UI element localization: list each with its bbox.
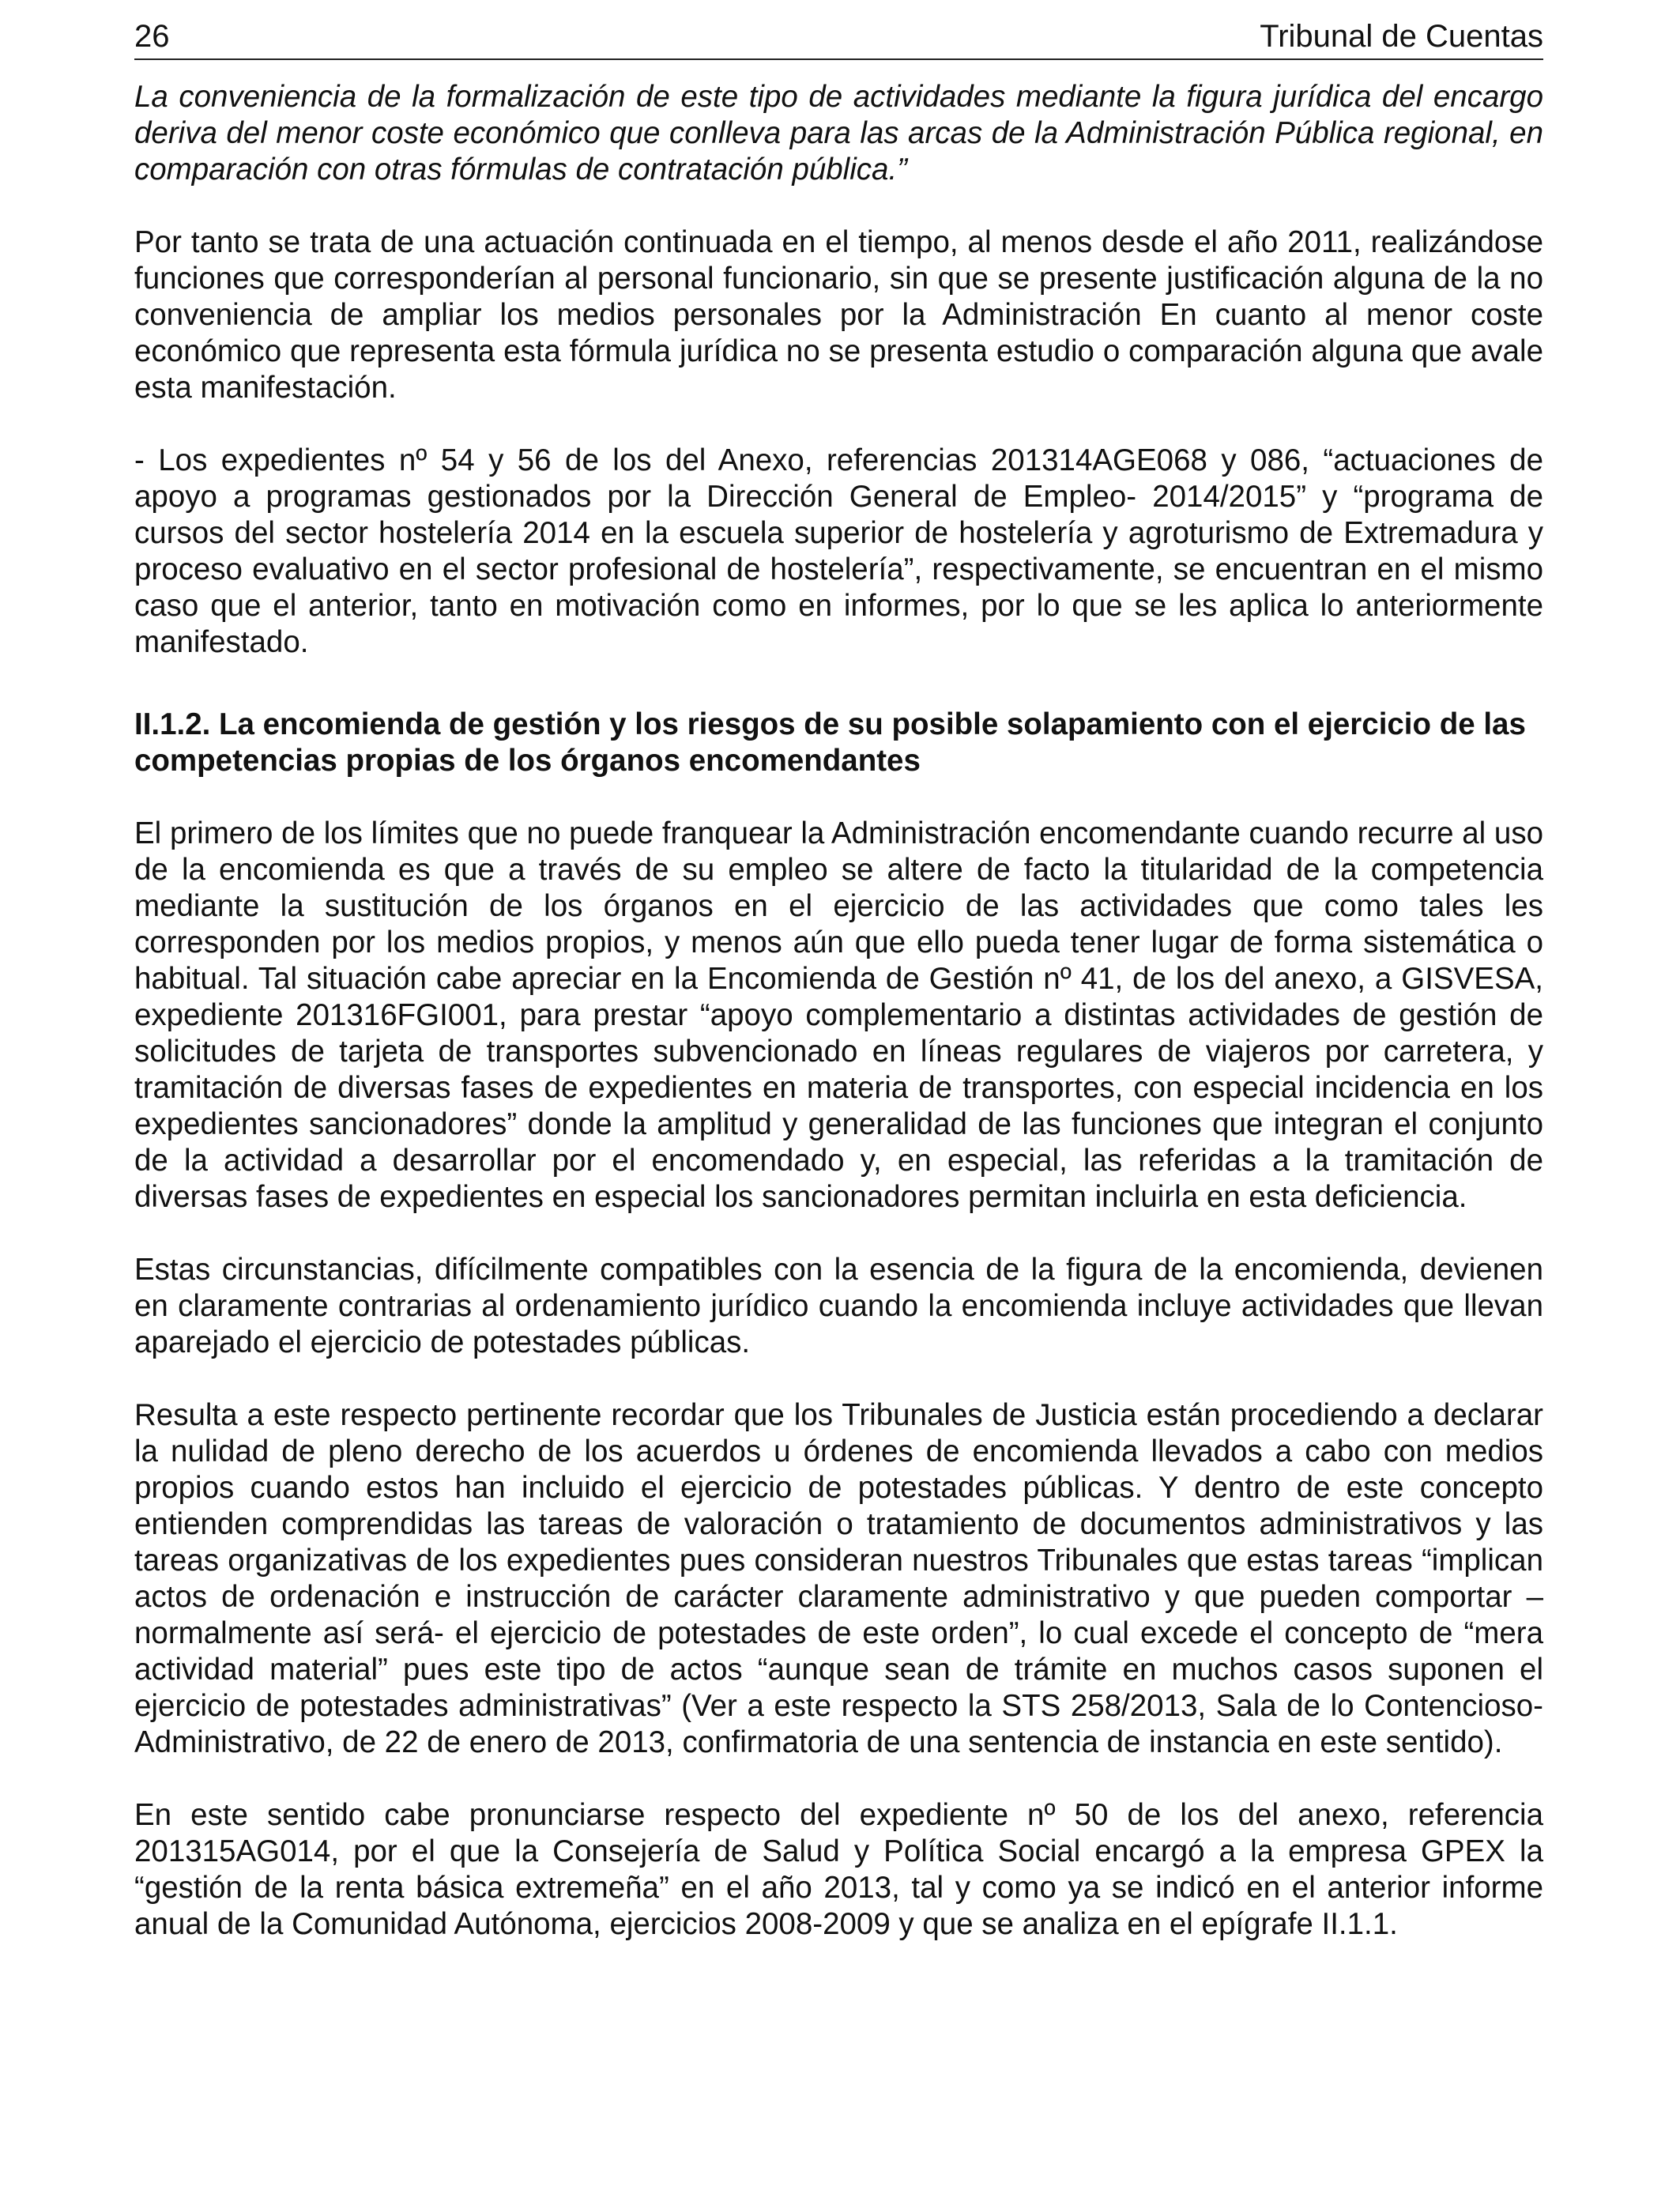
body-paragraph-6: En este sentido cabe pronunciarse respecto del expediente nº 50 de los del anexo, referencia 201315AG014, por el que la Consejería de Salud y Política Social encargó a la empresa GPEX la “gestión de la renta básica extremeña” en el año 2013, tal y como ya se indicó en el anterior informe anual de la Comunidad Autónoma, ejercicios 2008-2009 y que se analiza en el epígrafe II.1.1. bbox=[134, 1798, 1543, 1941]
body-paragraph-3: El primero de los límites que no puede franquear la Administración encomendante cuando recurre al uso de la encomienda es que a través de su empleo se altere de facto la titularidad de la competencia mediante la sustitución de los órganos en el ejercicio de las actividades que como tales les corresponden por los medios propios, y menos aún que ello pueda tener lugar de forma sistemática o habitual. Tal situación cabe apreciar en la Encomienda de Gestión nº 41, de los del anexo, a GISVESA, expediente 201316FGI001, para prestar “apoyo complementario a distintas actividades de gestión de solicitudes de tarjeta de transportes subvencionado en líneas regulares de viajeros por carretera, y tramitación de diversas fases de expedientes en materia de transportes, con especial incidencia en los expedientes sancionadores” donde la amplitud y generalidad de las funciones que integran el conjunto de la actividad a desarrollar por el encomendado y, en especial, las referidas a la tramitación de diversas fases de expedientes en especial los sancionadores permitan incluirla en esta deficiencia. bbox=[134, 816, 1543, 1214]
body-paragraph-5: Resulta a este respecto pertinente recordar que los Tribunales de Justicia están procediendo a declarar la nulidad de pleno derecho de los acuerdos u órdenes de encomienda llevados a cabo con medios propios cuando estos han incluido el ejercicio de potestades públicas. Y dentro de este concepto entienden comprendidas las tareas de valoración o tratamiento de documentos administrativos y las tareas organizativas de los expedientes pues consideran nuestros Tribunales que estas tareas “implican actos de ordenación e instrucción de carácter claramente administrativo y que pueden comportar –normalmente así será- el ejercicio de potestades de este orden”, lo cual excede el concepto de “mera actividad material” pues este tipo de actos “aunque sean de trámite en muchos casos suponen el ejercicio de potestades administrativas” (Ver a este respecto la STS 258/2013, Sala de lo Contencioso-Administrativo, de 22 de enero de 2013, confirmatoria de una sentencia de instancia en este sentido). bbox=[134, 1398, 1543, 1759]
section-heading: II.1.2. La encomienda de gestión y los riesgos de su posible solapamiento con el ejercicio de las competencias propias de los órganos encomendantes bbox=[134, 707, 1526, 778]
body-paragraph-4: Estas circunstancias, difícilmente compatibles con la esencia de la figura de la encomienda, devienen en claramente contrarias al ordenamiento jurídico cuando la encomienda incluye actividades que llevan aparejado el ejercicio de potestades públicas. bbox=[134, 1253, 1543, 1359]
page-number: 26 bbox=[134, 19, 170, 54]
body-paragraph-2: - Los expedientes nº 54 y 56 de los del Anexo, referencias 201314AGE068 y 086, “actuaciones de apoyo a programas gestionados por la Dirección General de Empleo- 2014/2015” y “programa de cursos del sector hostelería 2014 en la escuela superior de hostelería y agroturismo de Extremadura y proceso evaluativo en el sector profesional de hostelería”, respectivamente, se encuentran en el mismo caso que el anterior, tanto en motivación como en informes, por lo que se les aplica lo anteriormente manifestado. bbox=[134, 443, 1543, 659]
page-header bbox=[134, 17, 1543, 60]
body-paragraph-1: Por tanto se trata de una actuación continuada en el tiempo, al menos desde el año 2011, realizándose funciones que corresponderían al personal funcionario, sin que se presente justificación alguna de la no conveniencia de ampliar los medios personales por la Administración En cuanto al menor coste económico que representa esta fórmula jurídica no se presenta estudio o comparación alguna que avale esta manifestación. bbox=[134, 225, 1543, 405]
document-page bbox=[134, 17, 1543, 1943]
header-title: Tribunal de Cuentas bbox=[1260, 19, 1543, 54]
quote-paragraph: La conveniencia de la formalización de este tipo de actividades mediante la figura jurídica del encargo deriva del menor coste económico que conlleva para las arcas de la Administración Pública regional, en comparación con otras fórmulas de contratación pública.” bbox=[134, 80, 1543, 187]
